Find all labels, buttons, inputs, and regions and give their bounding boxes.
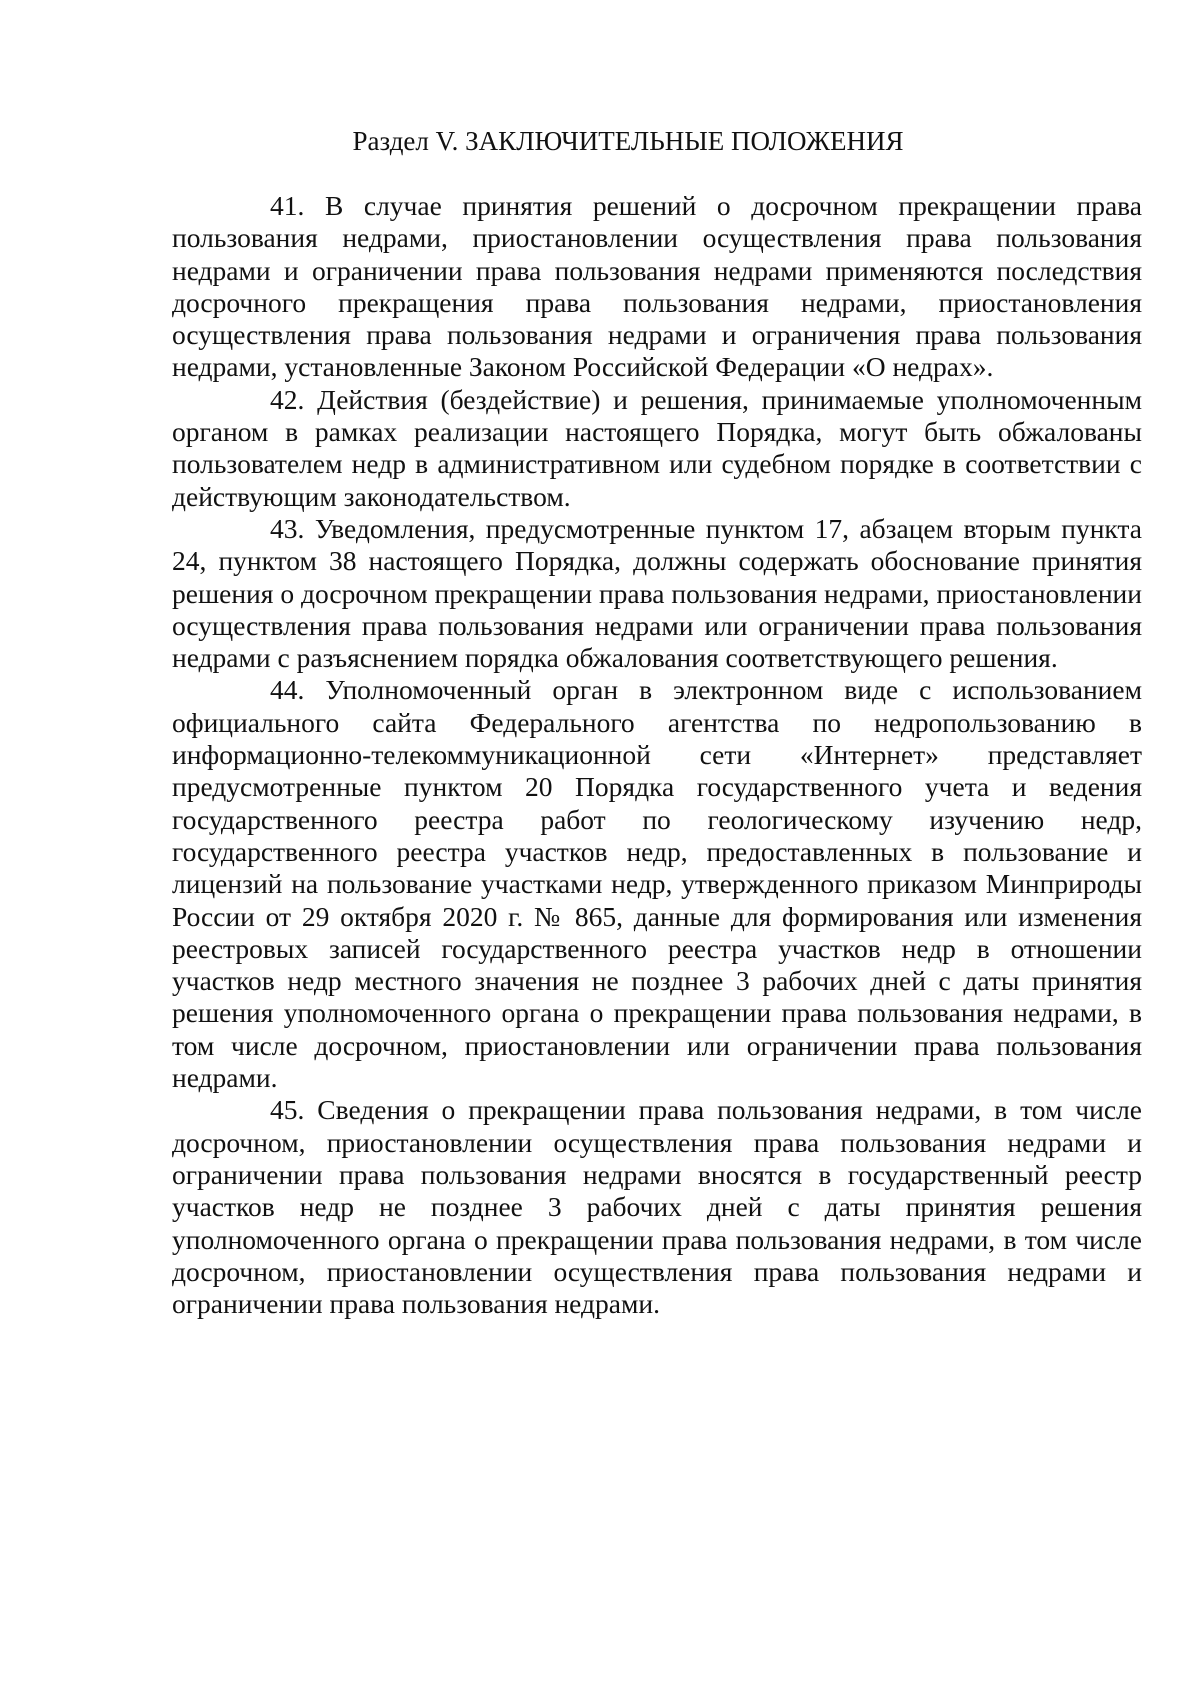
- paragraph-44: 44. Уполномоченный орган в электронном виде с использованием официального сайта Федерального агентства по недропользованию в информационно-телекоммуникационной сети «Интернет» представляет предусмотренные пунктом 20 Порядка государственного учета и ведения государственного реестра работ по геологическому изучению недр, государственного реестра участков недр, предоставленных в пользование и лицензий на пользование участками недр, утвержденного приказом Минприроды России от 29 октября 2020 г. № 865, данные для формирования или изменения реестровых записей государственного реестра участков недр в отношении участков недр местного значения не позднее 3 рабочих дней с даты принятия решения уполномоченного органа о прекращении права пользования недрами, в том числе досрочном, приостановлении или ограничении права пользования недрами.: [172, 674, 1142, 1094]
- document-body: [172, 190, 1142, 1320]
- paragraph-43: 43. Уведомления, предусмотренные пунктом 17, абзацем вторым пункта 24, пунктом 38 настоящего Порядка, должны содержать обоснование принятия решения о досрочном прекращении права пользования недрами, приостановлении осуществления права пользования недрами или ограничении права пользования недрами с разъяснением порядка обжалования соответствующего решения.: [172, 512, 1142, 674]
- section-title: Раздел V. ЗАКЛЮЧИТЕЛЬНЫЕ ПОЛОЖЕНИЯ: [352, 126, 904, 156]
- paragraph-45: 45. Сведения о прекращении права пользования недрами, в том числе досрочном, приостановлении осуществления права пользования недрами и ограничении права пользования недрами вносятся в государственный реестр участков недр не позднее 3 рабочих дней с даты принятия решения уполномоченного органа о прекращении права пользования недрами, в том числе досрочном, приостановлении осуществления права пользования недрами и ограничении права пользования недрами.: [172, 1094, 1142, 1320]
- paragraph-41: 41. В случае принятия решений о досрочном прекращении права пользования недрами, приостановлении осуществления права пользования недрами и ограничении права пользования недрами применяются последствия досрочного прекращения права пользования недрами, приостановления осуществления права пользования недрами и ограничения права пользования недрами, установленные Законом Российской Федерации «О недрах».: [172, 190, 1142, 383]
- paragraph-42: 42. Действия (бездействие) и решения, принимаемые уполномоченным органом в рамках реализации настоящего Порядка, могут быть обжалованы пользователем недр в административном или судебном порядке в соответствии с действующим законодательством.: [172, 383, 1142, 512]
